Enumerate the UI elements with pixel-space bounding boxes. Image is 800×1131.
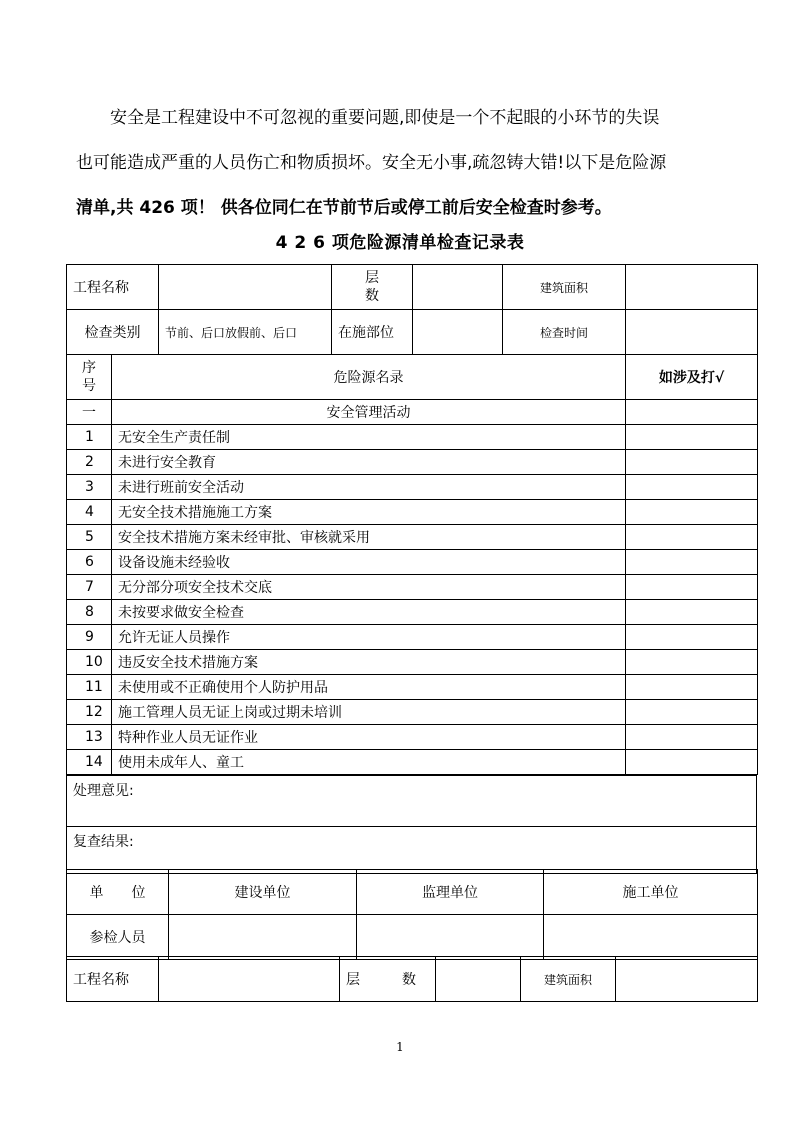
name-column-header: 危险源名录 <box>112 355 626 400</box>
list-header-row <box>67 355 758 400</box>
section-row <box>67 400 758 425</box>
table-row <box>67 725 758 750</box>
hazard-check-cell[interactable] <box>626 675 758 700</box>
no-column-header <box>67 355 112 400</box>
hazard-check-cell[interactable] <box>626 650 758 675</box>
table-row <box>67 550 758 575</box>
hazard-number: 11 <box>67 675 112 700</box>
hazard-number: 1 <box>67 425 112 450</box>
floors-label-line-2: 数 <box>365 288 379 304</box>
header-row-1 <box>67 265 758 310</box>
hazard-name: 未进行班前安全活动 <box>112 475 626 500</box>
hazard-check-cell[interactable] <box>626 450 758 475</box>
hazard-name: 允许无证人员操作 <box>112 625 626 650</box>
hazard-number: 4 <box>67 500 112 525</box>
floors-label <box>332 265 413 310</box>
building-area-value[interactable] <box>626 265 758 310</box>
participants-row <box>67 915 758 960</box>
hazard-check-cell[interactable] <box>626 725 758 750</box>
hazard-number: 2 <box>67 450 112 475</box>
participants-label: 参检人员 <box>67 915 169 960</box>
next-form-header-table <box>66 956 758 1002</box>
hazard-name: 使用未成年人、童工 <box>112 750 626 775</box>
section-number: 一 <box>67 400 112 425</box>
building-area-label: 建筑面积 <box>503 265 626 310</box>
hazard-name: 无安全技术措施施工方案 <box>112 500 626 525</box>
hazard-name: 无分部分项安全技术交底 <box>112 575 626 600</box>
hazard-list-table <box>66 354 758 775</box>
hazard-check-cell[interactable] <box>626 550 758 575</box>
next-project-name-label: 工程名称 <box>67 957 159 1002</box>
table-row <box>67 500 758 525</box>
table-row <box>67 675 758 700</box>
builder-participants[interactable] <box>544 915 758 960</box>
table-row <box>67 425 758 450</box>
table-row <box>67 700 758 725</box>
unit-label: 单 位 <box>67 870 169 915</box>
hazard-check-cell[interactable] <box>626 500 758 525</box>
hazard-number: 13 <box>67 725 112 750</box>
hazard-number: 12 <box>67 700 112 725</box>
units-header-row <box>67 870 758 915</box>
supervision-participants[interactable] <box>357 915 544 960</box>
table-row <box>67 575 758 600</box>
opinion-row <box>67 776 757 827</box>
no-label-line-2: 号 <box>82 378 96 394</box>
hazard-name: 违反安全技术措施方案 <box>112 650 626 675</box>
check-time-label: 检查时间 <box>503 310 626 355</box>
supervision-unit-label: 监理单位 <box>357 870 544 915</box>
hazard-name: 无安全生产责任制 <box>112 425 626 450</box>
hazard-check-cell[interactable] <box>626 600 758 625</box>
table-row <box>67 650 758 675</box>
hazard-name: 未进行安全教育 <box>112 450 626 475</box>
hazard-number: 8 <box>67 600 112 625</box>
hazard-check-cell[interactable] <box>626 425 758 450</box>
hazard-check-cell[interactable] <box>626 750 758 775</box>
construction-participants[interactable] <box>169 915 357 960</box>
table-row <box>67 450 758 475</box>
hazard-name: 施工管理人员无证上岗或过期未培训 <box>112 700 626 725</box>
section-name: 安全管理活动 <box>112 400 626 425</box>
hazard-number: 3 <box>67 475 112 500</box>
check-type-value[interactable]: 节前、后口放假前、后口 <box>159 310 332 355</box>
table-row <box>67 750 758 775</box>
header-table <box>66 264 758 355</box>
floors-value[interactable] <box>413 265 503 310</box>
intro-paragraph <box>76 96 726 231</box>
location-value[interactable] <box>413 310 503 355</box>
builder-unit-label: 施工单位 <box>544 870 758 915</box>
next-building-area-label: 建筑面积 <box>521 957 616 1002</box>
review-row <box>67 827 757 874</box>
next-floors-label: 层 数 <box>340 957 436 1002</box>
page-title: 4 2 6 项危险源清单检查记录表 <box>275 233 525 253</box>
hazard-check-cell[interactable] <box>626 625 758 650</box>
next-form-header-row <box>67 957 758 1002</box>
section-check <box>626 400 758 425</box>
opinion-table <box>66 775 757 874</box>
check-time-value[interactable] <box>626 310 758 355</box>
hazard-check-cell[interactable] <box>626 575 758 600</box>
hazard-name: 特种作业人员无证作业 <box>112 725 626 750</box>
next-building-area-value[interactable] <box>616 957 758 1002</box>
hazard-name: 未按要求做安全检查 <box>112 600 626 625</box>
construction-unit-label: 建设单位 <box>169 870 357 915</box>
hazard-check-cell[interactable] <box>626 525 758 550</box>
hazard-number: 14 <box>67 750 112 775</box>
table-row <box>67 475 758 500</box>
page-number: 1 <box>396 1040 404 1054</box>
intro-line-2: 也可能造成严重的人员伤亡和物质损坏。安全无小事,疏忽铸大错!以下是危险源 <box>76 153 667 173</box>
project-name-value[interactable] <box>159 265 332 310</box>
hazard-rows <box>67 425 758 775</box>
table-row <box>67 625 758 650</box>
intro-line-1: 安全是工程建设中不可忽视的重要问题,即使是一个不起眼的小环节的失误 <box>110 108 660 128</box>
hazard-check-cell[interactable] <box>626 475 758 500</box>
units-table <box>66 869 758 960</box>
hazard-name: 设备设施未经验收 <box>112 550 626 575</box>
hazard-number: 10 <box>67 650 112 675</box>
no-label-line-1: 序 <box>82 360 96 376</box>
hazard-check-cell[interactable] <box>626 700 758 725</box>
check-type-label: 检查类别 <box>67 310 159 355</box>
project-name-label: 工程名称 <box>67 265 159 310</box>
check-column-header: 如涉及打√ <box>626 355 758 400</box>
next-floors-value[interactable] <box>436 957 521 1002</box>
hazard-number: 9 <box>67 625 112 650</box>
floors-label-line-1: 层 <box>365 270 379 286</box>
table-row <box>67 525 758 550</box>
hazard-number: 6 <box>67 550 112 575</box>
opinion-label[interactable]: 处理意见: <box>67 776 757 827</box>
hazard-name: 安全技术措施方案未经审批、审核就采用 <box>112 525 626 550</box>
location-label: 在施部位 <box>332 310 413 355</box>
review-label[interactable]: 复查结果: <box>67 827 757 874</box>
next-project-name-value[interactable] <box>159 957 340 1002</box>
intro-line-3: 清单,共 426 项！ 供各位同仁在节前节后或停工前后安全检查时参考。 <box>76 198 612 218</box>
hazard-number: 7 <box>67 575 112 600</box>
table-row <box>67 600 758 625</box>
hazard-number: 5 <box>67 525 112 550</box>
hazard-name: 未使用或不正确使用个人防护用品 <box>112 675 626 700</box>
header-row-2 <box>67 310 758 355</box>
